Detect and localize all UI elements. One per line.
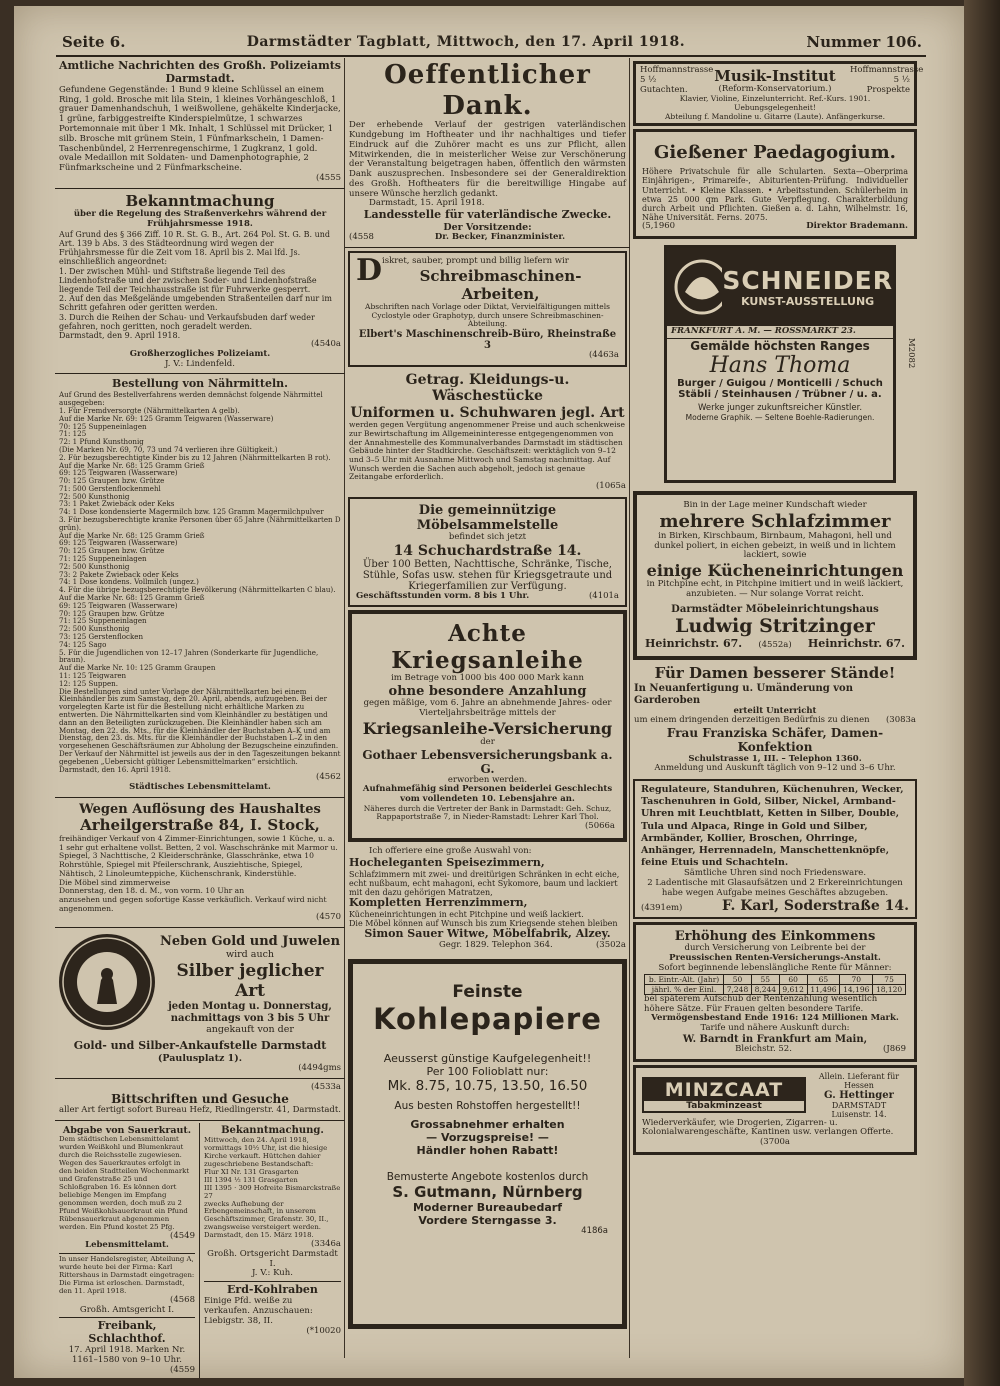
- ad-line: Moderner Bureaubedarf: [412, 1201, 562, 1215]
- ad-address: Bleichstr. 52.: [735, 1043, 792, 1054]
- ad-line: Gemälde höchsten Ranges: [690, 338, 870, 353]
- notice-title: Bekanntmachung: [125, 191, 275, 210]
- ad-signature: F. Karl, Soderstraße 14.: [721, 898, 909, 915]
- masthead-line: Darmstädter Tagblatt, Mittwoch, den 17. April 1918.: [246, 34, 686, 50]
- notice-body: Mittwoch, den 24. April 1918, vormittags 10½ Uhr, ist die hiesige Kirche verkauft. Hüttchen dahier zugeschriebene Bestandschaft: Flur XI Nr. 131 Grasgarten III 1394 ½ 131 Grasgarten III 1395 · 309 Hofreite Bismarckstraße 27 zwecks Aufhebung der Erbengemeinschaft, in unserem Geschäftszimmer, Grafenstr. 30, II., zwangsweise versteigert werden. Darmstadt, den 15. März 1918.: [204, 1136, 341, 1240]
- ad-signature: Direktor Brademann.: [806, 221, 908, 232]
- header-rule: [56, 55, 926, 57]
- brand-subtitle: Tabakminzeast: [686, 1101, 762, 1112]
- ad-line: ohne besondere Anzahlung: [388, 684, 587, 700]
- ad-war-bonds: [348, 610, 627, 841]
- ad-line: erteilt Unterricht: [733, 705, 817, 716]
- notice-code: (4540a: [310, 339, 341, 350]
- ad-title: Für Damen besserer Stände!: [654, 664, 896, 683]
- ad-carbon-paper: [348, 959, 627, 1329]
- ad-line: Klavier, Violine, Einzelunterricht. Ref.-Kurs. 1901. Uebungsgelegenheit!: [679, 94, 871, 112]
- notice-subtitle: über die Regelung des Straßenverkehrs während der Frühjahrsmesse 1918.: [73, 209, 327, 230]
- artist-signature: Hans Thoma: [709, 352, 851, 378]
- ad-line: Elbert's Maschinenschreib-Büro, Rheinstraße 3: [358, 328, 617, 351]
- ad-signature: Dr. Becker, Finanzminister.: [434, 232, 566, 243]
- ad-code: (4101a: [588, 590, 619, 601]
- ad-line: Aufnahmefähig sind Personen beiderlei Geschlechts vom vollendeten 10. Lebensjahre an.: [362, 784, 613, 805]
- ad-line: Prospekte: [866, 84, 910, 95]
- ad-income: [633, 922, 917, 1061]
- ad-line: S. Gutmann, Nürnberg: [392, 1183, 583, 1202]
- ad-clocks: [633, 779, 917, 919]
- ad-line: G. Hettinger: [824, 1089, 894, 1101]
- ad-body: Höhere Privatschule für alle Schularten. Sexta—Oberprima Einjährigen-, Primareife-, Abiturienten-Prüfung. Individueller Unterricht. • Kleine Klassen. • Arbeitsstunden. Schülerheim in etwa 25 000 qm Park. Gute Verpflegung. Charakterbildung durch Arbeit und Pflichten. Gießen a. d. Lahn, Wilhelmstr. 16, Nähe Universität. Ferns. 2075.: [642, 167, 908, 223]
- issue-number: Nummer 106.: [806, 33, 922, 51]
- ad-title: Wegen Auflösung des Haushaltes: [79, 801, 321, 817]
- ad-code: (J869: [883, 1043, 906, 1054]
- side-code: M2082: [906, 338, 916, 369]
- notice-traffic: [55, 191, 345, 372]
- ad-sauer-furniture: [345, 845, 630, 953]
- ad-line: iskret, sauber, prompt und billig liefern wir: [382, 256, 569, 267]
- table-header-cell: b. Eintr.-Alt. (Jahr): [645, 974, 724, 984]
- ad-line: Grossabnehmer erhalten: [410, 1118, 565, 1132]
- notice-signature: Großh. Amtsgericht I.: [79, 1304, 175, 1315]
- ad-line: in Pitchpine echt, in Pitchpine imitiert und in weiß lackiert, anzubieten. — Nur solange Vorrat reicht.: [646, 579, 904, 599]
- brand-name: MINZCAAT: [644, 1079, 804, 1101]
- table-cell: 8,244: [751, 984, 779, 994]
- ad-line: Tarife und nähere Auskunft durch:: [700, 1023, 850, 1034]
- ad-line: Abteilung f. Mandoline u. Gitarre (Laute). Anfängerkurse.: [665, 111, 885, 121]
- book-spine: [964, 0, 1000, 1386]
- ad-title: Getrag. Kleidungs-u. Wäschestücke: [405, 371, 570, 405]
- ad-line: Neben Gold und Juwelen: [159, 934, 341, 950]
- ad-code: (4533a: [310, 1081, 341, 1092]
- ad-petitions: [55, 1081, 345, 1119]
- ad-line: Gutachten.: [640, 84, 688, 95]
- ad-code: (4558: [349, 232, 374, 243]
- public-thanks: [345, 58, 630, 245]
- ad-body: Regulateure, Standuhren, Küchenuhren, Wecker, Taschenuhren in Gold, Silber, Nickel, Armband-Uhren mit Leuchtblatt, Ketten in Silber, Double, Tula und Alpaca, Ringe in Gold und Silber, Armbänder, Kollier, Broschen, Ohrringe, Anhänger, Herrennadeln, Manschettenknöpfe, feine Etuis und Schachteln.: [641, 784, 904, 869]
- ad-line: Moderne Graphik. — Seltene Boehle-Radierungen.: [685, 412, 875, 422]
- ad-line: Luisenstr. 14.: [831, 1109, 887, 1119]
- ad-body: freihändiger Verkauf von 4 Zimmer-Einrichtungen, sowie 1 Küche, u. a. 1 sehr gut erhaltene vollst. Betten, 2 vol. Waschschränke mit Marmor u. Spiegel, 3 Nachttische, 2 Kleiderschränke, Glasschränke, etwa 10 Rohrstühle, Spiegel mit Pfeilerschrank, Ausziehtische, Spiegel, Nähtisch, 2 Linoleumteppiche, Küchenschrank, Kinderstühle. Die Möbel sind zimmerweise Donnerstag, den 18. d. M., von vorm. 10 Uhr an anzusehen und gegen sofortige Kasse verkäuflich. Verkauf wird nicht angenommen.: [59, 833, 338, 913]
- ad-code: (4552a): [758, 639, 792, 650]
- ad-line: Burger / Guigou / Monticelli / Schuch: [677, 377, 883, 389]
- ad-line: im Betrage von 1000 bis 400 000 Mark kann: [391, 673, 584, 684]
- ad-line: (Paulusplatz 1).: [157, 1052, 243, 1064]
- notice-naehrmittel: [55, 376, 345, 795]
- ad-line: in Birken, Kirschbaum, Birnbaum, Mahagoni, hell und dunkel poliert, in eichen gebeizt, in weiß und in lichtem lackiert, sowie: [654, 530, 896, 561]
- ad-line: Landesstelle für vaterländische Zwecke.: [363, 208, 612, 222]
- ad-line: 2 Ladentische mit Glasaufsätzen und 2 Erkereinrichtungen habe wegen Aufgabe meines Geschäftes abzugeben.: [647, 877, 903, 898]
- seal-icon: [59, 934, 155, 1030]
- ad-line: befindet sich jetzt: [448, 531, 527, 542]
- ad-line: Hoffmannstrasse 5 ½: [850, 65, 924, 85]
- table-header-cell: 75: [873, 974, 906, 984]
- ad-title: 14 Schuchardstraße 14.: [393, 542, 582, 559]
- ad-date: Darmstadt, 15. April 1918.: [369, 198, 485, 209]
- notice-body: Dem städtischen Lebensmittelamt wurden Weißkohl und Blumenkraut durch die Reichsstelle zugewiesen. Wegen des Sauerkrautes erfolgt in den beiden Stadtteilen Wochenmarkt und Grafenstraße 25 und Schloßgraben 16. Es können dort beliebige Mengen im Empfang genommen werden, doch muß zu 2 Pfund Weißkohlsauerkraut ein Pfund Rübensauerkraut abgenommen werden. Ein Pfund kostet 25 Pfg.: [59, 1135, 190, 1231]
- notice-body: Auf Grund des § 366 Ziff. 10 R. St. G. B., Art. 264 Pol. St. G. B. und Art. 139 b Abs. 3 des Städteordnung wird wegen der Frühjahrsmesse für die Zeit vom 18. April bis 2. Mai lfd. Js. einschließlich angeordnet: 1. Der zwischen Mühl- und Stiftstraße liegende Teil des Lindenhofstraße und der zwischen Soder- und Lindenhofstraße liegende Teil der Teichhausstraße ist für Fuhrwerke gesperrt. 2. Auf den das Meßgelände umgebenden Straßenteilen darf nur im Schritt gefahren oder geritten werden. 3. Durch die Reihen der Schau- und Verkaufsbuden darf weder gefahren, noch geritten, noch geradelt werden. Darmstadt, den 9. April 1918.: [59, 229, 332, 340]
- notice-title: Abgabe von Sauerkraut.: [62, 1125, 192, 1137]
- ad-line: wird auch: [225, 949, 275, 961]
- notice-code: (4559: [170, 1364, 195, 1375]
- ad-title: Uniformen u. Schuhwaren jegl. Art: [350, 404, 625, 421]
- ad-line: Aeusserst günstige Kaufgelegenheit!!: [383, 1052, 592, 1066]
- ad-title: Gothaer Lebensversicherungsbank a. G.: [362, 747, 613, 776]
- ad-line: In Neuanfertigung u. Umänderung von Garderoben: [634, 683, 853, 706]
- notice-body: Auf Grund des Bestellverfahrens werden demnächst folgende Nährmittel ausgegeben: 1. Für Fremdversorgte (Nährmittelkarten A gelb). Auf die Marke Nr. 69: 125 Gramm Teigwaren (Wasserware) 70: 125 Suppeneinlagen 71: 125 72: 1 Pfund Kunsthonig (Die Marken Nr. 69, 70, 73 und 74 verlieren ihre Gültigkeit.) 2. Für bezugsberechtigte Kinder bis zu 12 Jahren (Nährmittelkarten B rot). Auf die Marke Nr. 68: 125 Gramm Grieß 69: 125 Teigwaren (Wasserware) 70: 125 Graupen bzw. Grütze 71: 500 Gerstenflockenmehl 72: 500 Kunsthonig 73: 1 Paket Zwieback oder Keks 74: 1 Dose kondensierte Magermilch bzw. 125 Gramm Magermilchpulver 3. Für bezugsberechtigte kranke Personen über 65 Jahre (Nährmittelkarten D grün). Auf die Marke Nr. 68: 125 Gramm Grieß 69: 125 Teigwaren (Wasserware) 70: 125 Graupen bzw. Grütze 71: 125 Suppeneinlagen 72: 500 Kunsthonig 73: 2 Pakete Zwieback oder Keks 74: 1 Dose kondens. Vollmilch (ungez.) 4. Für die übrige bezugsberechtigte Bevölkerung (Nährmittelkarten C blau). Auf die Marke Nr. 68: 125 Gramm Grieß 69: 125 Teigwaren (Wasserware) 70: 125 Graupen bzw. Grütze 71: 125 Suppeneinlagen 72: 500 Kunsthonig 73: 125 Gerstenflocken 74: 125 Sago 5. Für die Jugendlichen von 12–17 Jahren (Sonderkarte für Jugendliche, braun). Auf die Marke Nr. 10: 125 Gramm Graupen 11: 125 Teigwaren 12: 125 Suppen. Die Bestellungen sind unter Vorlage der Nährmittelkarten bei einem Kleinhändler bis zum Samstag, den 20. April, abends, aufzugeben. Bei der vorgelegten Karte ist für die Bestellung nicht erhältliche Marken zu entwerten. Die Nährmittelkarten sind vom Kleinhändler zu bestätigen und dann an den Beteiligten zurückzugeben. Die Kleinhändler haben sich am Montag, den 22. ds. Mts., für die Kleinhändler der Buchstaben A–K und am Dienstag, den 23. ds. Mts. für die Kleinhändler der Buchstaben L–Z in den vorgesehenen Geschäftsräumen zur Abholung der Bezugscheine einzufinden. Der Verkauf der Nährmittel ist jeweils aus der in den Tageszeitungen bekannt gegebenen „Uebersicht gültiger Lebensmittelmarken“ ersichtlich. Darmstadt, den 16. April 1918.: [59, 390, 341, 774]
- ad-line: Bin in der Lage meiner Kundschaft wieder: [683, 500, 867, 511]
- ad-line: Näheres durch die Vertreter der Bank in Darmstadt: Geh. Schuz, Rappaportstraße 7, in Nieder-Ramstadt: Lehrer Karl Thol.: [363, 803, 612, 822]
- ad-code: (4570: [316, 912, 341, 923]
- ad-typing: D iskret, sauber, prompt und billig liefern wir Schreibmaschinen-Arbeiten, Abschriften nach Vorlage oder Diktat, Vervielfältigungen mittels Cyclostyle oder Graphotyp, durch unsere Schreibmaschinen-Abteilung. Elbert's Maschinenschreib-Büro, Rheinstraße 3 (4463a: [348, 251, 627, 366]
- ad-code: (3700a: [759, 1137, 790, 1148]
- ad-code: 4186a: [581, 1226, 608, 1237]
- price-list: Mk. 8.75, 10.75, 13.50, 16.50: [387, 1078, 588, 1095]
- gallery-banner: [667, 248, 893, 326]
- ad-line: jeden Montag u. Donnerstag,: [168, 1000, 332, 1012]
- notice-title: Bekanntmachung.: [221, 1125, 324, 1137]
- notice-body: In unser Handelsregister, Abteilung A, wurde heute bei der Firma: Karl Rittershaus in Darmstadt eingetragen: Die Firma ist erloschen. Darmstadt, den 11. April 1918.: [59, 1255, 195, 1295]
- table-header-cell: 50: [724, 974, 752, 984]
- ad-ladies: [630, 663, 920, 776]
- table-cell: 18,120: [873, 984, 906, 994]
- ad-code: (4463a: [588, 349, 619, 360]
- ad-line: angekauft von der: [206, 1024, 294, 1036]
- notice-body: Gefundene Gegenstände: 1 Bund 9 kleine Schlüssel an einem Ring, 1 gold. Brosche mit lila Stein, 1 kleines Vorhängeschloß, 1 grauer Damenhandschuh, 1 weißwollene, gehäkelte Kinderjacke, 1 grüne, farbiggestreifte Kinderspielmütze, 1 schwarzes Portemonnaie mit über 1 Mk. Inhalt, 1 Schlüssel mit Drücker, 1 silb. Brosche mit grünem Stein, 1 Fünfmarkschein, 1 Damen-Taschenbündel, 2 Herrenregenschirme, 1 Zugkranz, 1 gold. ovale Medaillon mit Soldaten- und Damenphotographie, 2 Fünfmarkscheine und 2 Fünfmarkscheine.: [59, 84, 341, 174]
- ad-line: Allein. Lieferant für Hessen: [818, 1071, 900, 1090]
- ad-title: einige Kücheneinrichtungen: [646, 561, 904, 581]
- ad-line: Silber jeglicher Art: [176, 960, 324, 1001]
- gallery-address: FRANKFURT A. M. — ROSSMARKT 23.: [667, 326, 893, 339]
- ad-line: gegen mäßige, vom 6. Jahre an abnehmende Jahres- oder Vierteljahrsbeiträge mittels der: [363, 698, 612, 718]
- ad-title: Oeffentlicher Dank.: [384, 60, 591, 121]
- table-cell: 11,496: [807, 984, 840, 994]
- ad-title: Gießener Paedagogium.: [654, 142, 896, 164]
- ad-line: Händler hohen Rabatt!: [416, 1144, 559, 1158]
- ad-title: Bittschriften und Gesuche: [111, 1092, 289, 1107]
- ad-line: Ich offeriere eine große Auswahl von:: [369, 845, 532, 856]
- ad-line: Darmstädter Möbeleinrichtungshaus: [671, 603, 879, 615]
- ad-schneider-gallery: [664, 245, 916, 483]
- notice-lost-items: [55, 58, 345, 186]
- ad-title: Schreibmaschinen-Arbeiten,: [419, 266, 582, 303]
- seal-image: [59, 934, 155, 1030]
- ad-title: Kohlepapiere: [373, 1002, 602, 1037]
- ad-line: Hoffmannstrasse 5 ½: [640, 65, 714, 85]
- table-row: [645, 984, 906, 994]
- ad-music-institute: [633, 61, 924, 126]
- column-left: [55, 58, 345, 1378]
- dragon-icon: [667, 252, 722, 322]
- ad-body: Wiederverkäufer, wie Drogerien, Zigarren- u. Kolonialwarengeschäfte, Kantinen usw. verlangen Offerte.: [642, 1117, 894, 1138]
- ad-code: (4494gms: [298, 1062, 341, 1073]
- ad-line: Schlafzimmern mit zwei- und dreitürigen Schränken in echt eiche, echt nußbaum, echt mahagoni, echt Sykomore, baum und lackiert mit den dazu gehörigen Matratzen,: [349, 869, 620, 897]
- ad-line: (Reform-Konservatorium.): [718, 83, 832, 94]
- ad-household-sale: [55, 800, 345, 925]
- notice-code: (4549: [170, 1230, 195, 1241]
- ad-code: (4391em): [641, 903, 683, 914]
- page-header: [62, 30, 922, 54]
- notice-signature: Lebensmittelamt.: [85, 1240, 169, 1251]
- notice-body: 17. April 1918. Marken Nr. 1161–1580 von 9–10 Uhr.: [68, 1345, 186, 1366]
- ad-line: Bemusterte Angebote kostenlos durch: [386, 1171, 589, 1184]
- ad-line: erworben werden.: [447, 774, 528, 785]
- ad-line: Aus besten Rohstoffen hergestellt!!: [394, 1100, 581, 1113]
- ad-title: Kriegsanleihe-Versicherung: [362, 718, 613, 738]
- ad-body: Über 100 Betten, Nachttische, Schränke, Tische, Stühle, Sofas usw. stehen für Kriegsgetraute und Kriegerfamilien zur Verfügung.: [362, 558, 613, 592]
- notice-signature: J. V.: Kuh.: [252, 1268, 293, 1279]
- ad-line: Stäbli / Steinhausen / Trübner / u. a.: [678, 388, 882, 400]
- ad-line: Die Möbel können auf Wunsch bis zum Kriegsende stehen bleiben: [349, 919, 618, 929]
- notice-title: Bestellung von Nährmitteln.: [112, 377, 288, 391]
- ad-line: Sofort beginnende lebenslängliche Rente für Männer:: [658, 963, 892, 973]
- ad-title: Simon Sauer Witwe, Möbelfabrik, Alzey.: [364, 927, 611, 941]
- gallery-subtitle: KUNST-AUSSTELLUNG: [741, 295, 875, 309]
- table-header-row: [645, 974, 906, 984]
- ad-line: DARMSTADT: [831, 1100, 887, 1110]
- ad-title: Die gemeinnützige Möbelsammelstelle: [416, 502, 559, 533]
- ad-body: werden gegen Vergütung angenommener Preise und auch schenkweise zur Bewirtschaftung im Allgemeininteresse entgegengenommen von der Annahmestelle des Kommunalverbandes Darmstadt im städtischen Gebäude hinter der Stadtkirche. Geschäftszeit: werktäglich von 9–12 und 3–5 Uhr mit Ausnahme Mittwoch und Samstag nachmittag. Auf Wunsch werden die Sachen auch abgeholt, jedoch ist genaue Zeitangabe erforderlich.: [349, 420, 625, 482]
- ad-title: Achte Kriegsanleihe: [391, 620, 584, 675]
- ad-line: Werke junger zukunftsreicher Künstler.: [697, 402, 863, 413]
- ad-line: Anmeldung und Auskunft täglich von 9–12 und 3–6 Uhr.: [654, 763, 896, 774]
- ad-line: Geschäftsstunden vorm. 8 bis 1 Uhr.: [356, 590, 530, 601]
- ad-line: bei späterem Aufschub der Rentenzahlung wesentlich höhere Sätze. Für Frauen gelten besondere Tarife.: [644, 993, 878, 1014]
- ad-paedagogium: [633, 129, 917, 239]
- notice-code: (4568: [170, 1294, 195, 1305]
- table-cell: 14,196: [840, 984, 873, 994]
- ad-minzcaat: [633, 1065, 917, 1155]
- notice-signature: J. V.: Lindenfeld.: [165, 358, 235, 369]
- ad-signature: W. Barndt in Frankfurt am Main,: [682, 1033, 868, 1045]
- notice-title: Erd-Kohlraben: [227, 1283, 318, 1297]
- ad-code: (3083a: [885, 715, 916, 726]
- notice-code: (4562: [316, 772, 341, 783]
- ad-line: Kücheneinrichtungen in echt Pitchpine und weiß lackiert.: [349, 910, 584, 920]
- ad-address: Heinrichstr. 67.: [807, 636, 905, 650]
- notice-signature: Städtisches Lebensmittelamt.: [129, 782, 271, 793]
- ad-line: Schulstrasse 1, III. – Telephon 1360.: [688, 753, 862, 764]
- ad-line: Preussischen Renten-Versicherungs-Anstalt.: [669, 953, 881, 964]
- notice-signature: Großh. Ortsgericht Darmstadt I.: [207, 1248, 338, 1269]
- table-cell: 9,612: [779, 984, 807, 994]
- notice-title: Freibank, Schlachthof.: [88, 1319, 166, 1346]
- gallery-name: SCHNEIDER: [722, 266, 893, 296]
- table-header-cell: 55: [751, 974, 779, 984]
- ad-line: — Vorzugspreise! —: [426, 1131, 549, 1145]
- ad-title: Ludwig Stritzinger: [675, 614, 875, 637]
- bottom-notices: [55, 1123, 345, 1377]
- ad-title: Arheilgerstraße 84, I. Stock,: [80, 816, 320, 835]
- table-header-cell: 60: [779, 974, 807, 984]
- ad-bedrooms: [633, 491, 917, 660]
- ad-gold-silver: [55, 930, 345, 1037]
- ad-code: (1065a: [595, 481, 626, 492]
- notice-body: Einige Pfd. weiße zu verkaufen. Anzuschauen: Liebigstr. 38, II.: [204, 1296, 313, 1326]
- ad-line: Hocheleganten Speisezimmern,: [349, 855, 545, 869]
- notice-code: (3346a: [310, 1239, 341, 1250]
- ad-line: Vordere Sterngasse 3.: [418, 1214, 557, 1228]
- table-cell: 7,248: [724, 984, 752, 994]
- ad-line: Gold- und Silber-Ankaufstelle Darmstadt: [73, 1038, 327, 1052]
- ad-title: mehrere Schlafzimmer: [659, 510, 891, 532]
- notice-signature: Großherzogliches Polizeiamt.: [129, 348, 271, 359]
- table-header-cell: 70: [840, 974, 873, 984]
- ad-body: aller Art fertigt sofort Bureau Hefz, Riedlingerstr. 41, Darmstadt.: [59, 1105, 341, 1116]
- ad-line: Sämtliche Uhren sind noch Friedensware.: [683, 868, 867, 879]
- ad-title: Musik-Institut: [714, 66, 836, 85]
- notice-code: (*10020: [306, 1325, 341, 1336]
- ad-address: Heinrichstr. 67.: [645, 636, 743, 650]
- ad-line: durch Versicherung von Leibrente bei der: [684, 943, 866, 954]
- ad-line: der: [480, 736, 495, 747]
- ad-code: (5066a: [584, 821, 615, 832]
- ad-line: Per 100 Folioblatt nur:: [426, 1065, 549, 1079]
- table-header-cell: 65: [807, 974, 840, 984]
- ad-title: Frau Franziska Schäfer, Damen-Konfektion: [666, 726, 884, 755]
- ad-line: Der Vorsitzende:: [443, 222, 532, 234]
- table-cell: jährl. % der Einl.: [645, 984, 724, 994]
- ad-line: Kompletten Herrenzimmern,: [349, 896, 528, 910]
- column-right: [630, 58, 924, 1158]
- ad-clothing: [345, 370, 630, 494]
- ad-line: Vermögensbestand Ende 1916: 124 Millionen Mark.: [651, 1013, 899, 1024]
- column-middle: [345, 58, 630, 1332]
- ad-body: Der erhebende Verlauf der gestrigen vaterländischen Kundgebung im Hoftheater und ihr nachhaltiges und tiefer Eindruck auf die Zuhörer macht es uns zur Pflicht, allen Mitwirkenden, die in meisterlicher Weise zur Verschönerung der Veranstaltung beigetragen haben, öffentlich den wärmsten Dank auszusprechen. Insbesondere sei der Generaldirektion des Großh. Hoftheaters für die bereitwillige Hingabe auf unsere Wünsche herzlich gedankt.: [349, 120, 626, 199]
- notice-code: (4555: [316, 172, 341, 183]
- ad-line: Gegr. 1829. Telephon 364.: [439, 940, 553, 951]
- page-number: Seite 6.: [62, 33, 126, 51]
- rent-table: [644, 974, 906, 995]
- ad-code: (5,1960: [642, 221, 676, 232]
- ad-title: Feinste: [452, 982, 523, 1003]
- ad-title: Erhöhung des Einkommens: [674, 929, 876, 945]
- ad-line: um einem dringenden derzeitigen Bedürfnis zu dienen: [634, 715, 870, 726]
- ad-line: nachmittags von 3 bis 5 Uhr: [170, 1012, 330, 1024]
- ad-furniture-collection: [348, 497, 627, 608]
- ad-body: Abschriften nach Vorlage oder Diktat, Vervielfältigungen mittels Cyclostyle oder Graphotyp, durch unsere Schreibmaschinen-Abteilung.: [365, 301, 610, 329]
- notice-title: Amtliche Nachrichten des Großh. Polizeiamts Darmstadt.: [59, 59, 341, 85]
- ad-code: (3502a: [595, 940, 626, 951]
